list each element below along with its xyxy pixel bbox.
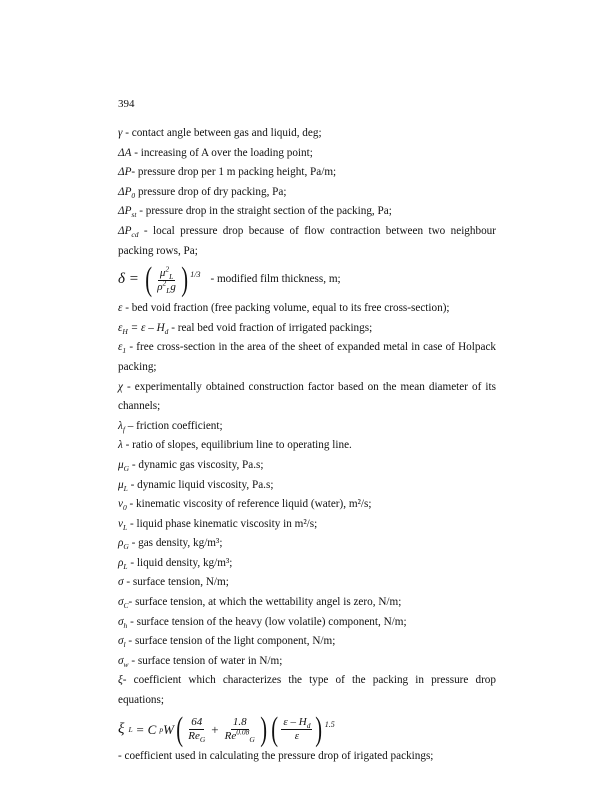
w-symbol: W <box>163 721 174 737</box>
subscript: w <box>123 660 129 670</box>
subscript: G <box>199 735 206 745</box>
left-paren: ( <box>145 261 152 299</box>
subscript: G <box>123 542 129 552</box>
denominator <box>186 730 207 743</box>
description: - modified film thickness, m; <box>210 273 341 286</box>
symbol: ρ <box>118 537 124 550</box>
nomenclature-list <box>118 124 496 766</box>
symbol: ΔP <box>118 166 132 179</box>
symbol: ΔP <box>118 205 132 218</box>
symbol: ν <box>118 498 123 511</box>
plus-sign: + <box>211 721 219 737</box>
symbol: σ <box>118 576 124 589</box>
equation-xi-l: ξ L = C p W ( $\frac{64}{Re_G}$ + $\frac{1.8}{Re^{0.08}_G}$ ) ( $\frac{\varepsilon - H_d}{\varepsilon}$ ) 1.5 <box>118 710 335 748</box>
entry-sigma <box>118 573 496 593</box>
description: - surface tension of the light component, N/m; <box>125 635 336 648</box>
entry-sigma-c <box>118 593 496 613</box>
entry-sigma-l <box>118 632 496 652</box>
symbol: μ <box>118 458 124 471</box>
right-paren: ) <box>181 261 188 299</box>
subscript: l <box>123 640 126 650</box>
entry-lambda <box>118 436 496 456</box>
numerator: 64 <box>191 716 203 729</box>
g-symbol: g <box>170 280 176 293</box>
entry-gamma <box>118 124 496 144</box>
numerator <box>281 716 312 730</box>
description: - surface tension of the heavy (low volatile) component, N/m; <box>127 615 407 628</box>
fraction-3 <box>281 716 312 743</box>
subscript: 1 <box>122 346 127 356</box>
subscript: h <box>123 620 128 630</box>
subscript: L <box>122 522 128 532</box>
description: - free cross-section in the area of the sheet of expanded metal in case of Holpack packing; <box>118 341 496 373</box>
symbol: σ <box>118 635 124 648</box>
symbol: ε <box>118 302 123 315</box>
mu-symbol: μ <box>159 266 166 279</box>
eps-minus-h: ε – H <box>283 716 307 729</box>
numerator <box>158 264 175 281</box>
symbol: μ <box>118 478 124 491</box>
symbol: σ <box>118 654 124 667</box>
subscript: G <box>123 464 130 474</box>
symbol: λ <box>118 439 123 452</box>
entry-epsilon-h <box>118 319 496 339</box>
symbol: ΔA <box>118 146 132 159</box>
entry-lambda-f <box>118 417 496 437</box>
subscript: H <box>122 326 128 336</box>
symbol: λ <box>118 419 123 432</box>
entry-nu-l <box>118 515 496 535</box>
entry-sigma-w <box>118 652 496 672</box>
description: - liquid phase kinematic viscosity in m²/s; <box>127 517 318 530</box>
subscript: f <box>122 424 125 434</box>
subscript: 0 <box>122 503 127 513</box>
entry-rho-g <box>118 534 496 554</box>
entry-sigma-h <box>118 613 496 633</box>
left-paren: ( <box>271 710 279 748</box>
description: - pressure drop in the straight section of the packing, Pa; <box>136 205 392 218</box>
description: - increasing of A over the loading point; <box>131 146 313 159</box>
entry-epsilon-1 <box>118 338 496 377</box>
description: - surface tension, at which the wettability angel is zero, N/m; <box>128 596 402 609</box>
subscript: G <box>249 735 255 745</box>
description: - coefficient used in calculating the pressure drop of irigated packings; <box>118 749 434 762</box>
subscript: L <box>166 285 171 295</box>
subscript: L <box>123 562 128 572</box>
entry-mu-l <box>118 476 496 496</box>
description: - liquid density, kg/m³; <box>127 556 233 569</box>
subscript: d <box>306 721 311 731</box>
description: - surface tension of water in N/m; <box>128 654 283 667</box>
equation-film-thickness <box>118 263 496 297</box>
denominator <box>155 278 178 295</box>
entry-rho-l <box>118 554 496 574</box>
fraction <box>155 264 178 295</box>
description: - ratio of slopes, equilibrium line to operating line. <box>122 439 352 452</box>
description: - real bed void fraction of irrigated packings; <box>168 321 373 334</box>
description: - dynamic liquid viscosity, Pa.s; <box>127 478 274 491</box>
symbol: ρ <box>118 556 124 569</box>
re-symbol: Re <box>188 730 200 743</box>
subscript: cd <box>131 230 139 240</box>
left-paren: ( <box>176 710 183 748</box>
entry-xi-l-desc <box>118 747 496 767</box>
superscript: 2 <box>165 264 170 273</box>
equation-lhs: δ = <box>118 271 139 288</box>
description: - gas density, kg/m³; <box>128 537 223 550</box>
numerator: 1.8 <box>232 716 247 729</box>
page-number: 394 <box>118 98 135 110</box>
description: - contact angle between gas and liquid, deg; <box>122 127 322 139</box>
symbol: ε <box>118 321 123 334</box>
description: - coefficient which characterizes the type of the packing in pressure drop equations; <box>118 674 496 707</box>
description: pressure drop of dry packing, Pa; <box>135 185 287 198</box>
description: - local pressure drop because of flow contraction between two neighbour packing rows, Pa; <box>118 224 496 257</box>
description: - experimentally obtained construction factor based on the mean diameter of its channels; <box>118 380 496 413</box>
right-paren: ) <box>315 710 323 748</box>
re-symbol: Re <box>224 730 237 743</box>
right-paren: ) <box>260 710 267 748</box>
exponent: 1.5 <box>324 719 335 729</box>
superscript: 2 <box>162 278 167 287</box>
entry-delta-p <box>118 163 496 183</box>
subscript: d <box>164 326 169 336</box>
entry-delta-a <box>118 144 496 164</box>
fraction-2 <box>223 716 257 743</box>
entry-delta-p0 <box>118 183 496 203</box>
entry-mu-g <box>118 456 496 476</box>
symbol: ν <box>118 517 123 530</box>
subscript: st <box>131 210 137 220</box>
symbol: ξ <box>118 674 123 687</box>
equation-lhs: ξ <box>118 720 125 737</box>
subscript: C <box>123 601 129 611</box>
description: - surface tension, N/m; <box>123 576 229 589</box>
description: - bed void fraction (free packing volume, equal to its free cross-section); <box>122 302 450 315</box>
symbol: χ <box>118 380 123 393</box>
formula: = ε – H <box>127 321 165 334</box>
symbol: ΔP <box>118 224 132 237</box>
fraction-1 <box>186 716 207 743</box>
superscript: 0.08 <box>236 727 250 737</box>
subscript: L <box>169 271 174 281</box>
entry-chi <box>118 378 496 417</box>
entry-delta-pcd <box>118 222 496 261</box>
subscript: L <box>123 483 128 493</box>
symbol: ε <box>118 341 123 354</box>
description: - pressure drop per 1 m packing height, Pa/m; <box>131 166 337 179</box>
symbol: ΔP <box>118 185 132 198</box>
denominator: ε <box>294 730 300 743</box>
symbol: σ <box>118 596 124 609</box>
exponent: 1/3 <box>190 270 201 280</box>
subscript: 0 <box>131 191 136 201</box>
rho-symbol: ρ <box>157 280 163 293</box>
description: - kinematic viscosity of reference liquid (water), m²/s; <box>126 498 372 511</box>
symbol: γ <box>118 127 123 139</box>
symbol: σ <box>118 615 124 628</box>
description: - dynamic gas viscosity, Pa.s; <box>129 458 264 471</box>
entry-xi <box>118 671 496 710</box>
entry-nu-0 <box>118 495 496 515</box>
denominator <box>223 727 257 745</box>
description: – friction coefficient; <box>124 419 223 432</box>
entry-delta-pst <box>118 202 496 222</box>
equals-cp: = C <box>135 721 157 737</box>
entry-epsilon <box>118 299 496 319</box>
